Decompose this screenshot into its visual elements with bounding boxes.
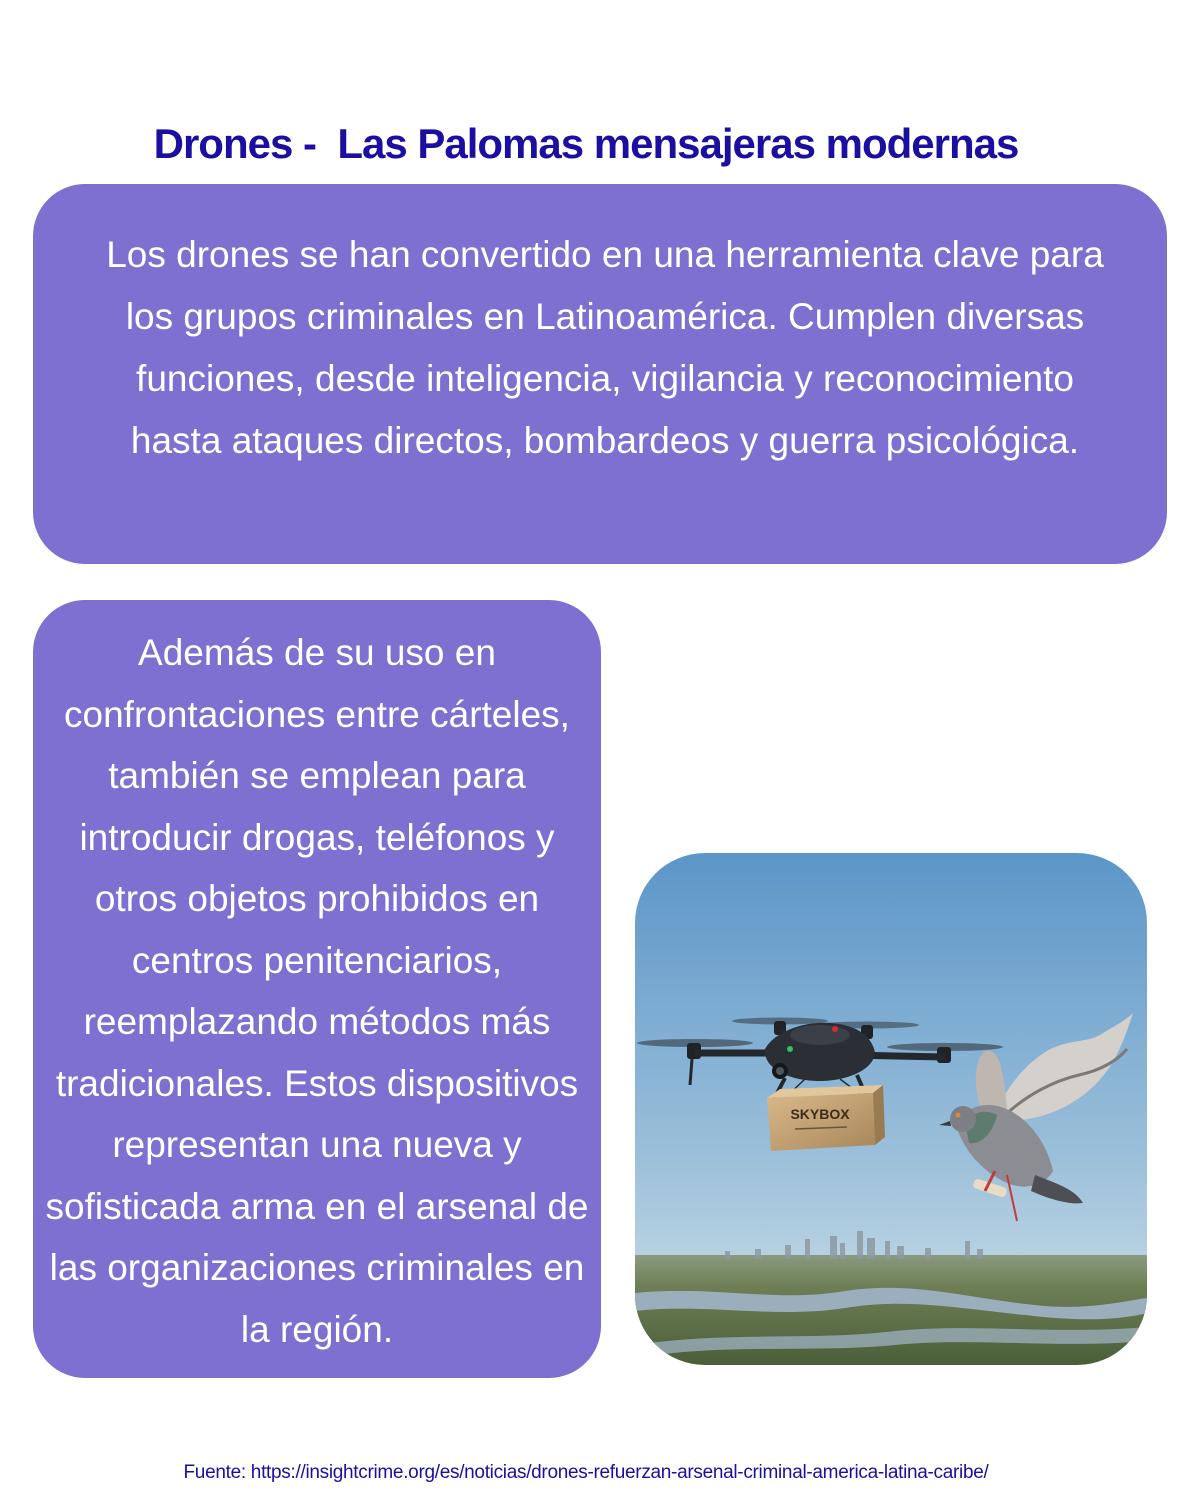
package-label: SKYBOX	[790, 1106, 850, 1122]
intro-text: Los drones se han convertido en una herramienta clave para los grupos criminales en Latinoamérica. Cumplen diversas funciones, desde inteligencia, vigilancia y reconocimiento hasta ataques directos, bombardeos y guerra psicológica.	[106, 234, 1104, 461]
delivery-package	[767, 1085, 885, 1151]
detail-text: Además de su uso en confrontaciones entre cárteles, también se emplean para introducir drogas, teléfonos y otros objetos prohibidos en centros penitenciarios, reemplazando métodos más tradicionales. Estos dispositivos representan una nueva y sofisticada arma en el arsenal de las organizaciones criminales en la región.	[45, 632, 589, 1350]
intro-card	[33, 184, 1167, 564]
detail-card	[33, 600, 601, 1378]
source-citation: Fuente: https://insightcrime.org/es/noticias/drones-refuerzan-arsenal-criminal-america-latina-caribe/	[183, 1462, 989, 1483]
drone-and-pigeon-photo	[635, 853, 1147, 1365]
page-title: Drones - Las Palomas mensajeras modernas	[153, 120, 1019, 168]
